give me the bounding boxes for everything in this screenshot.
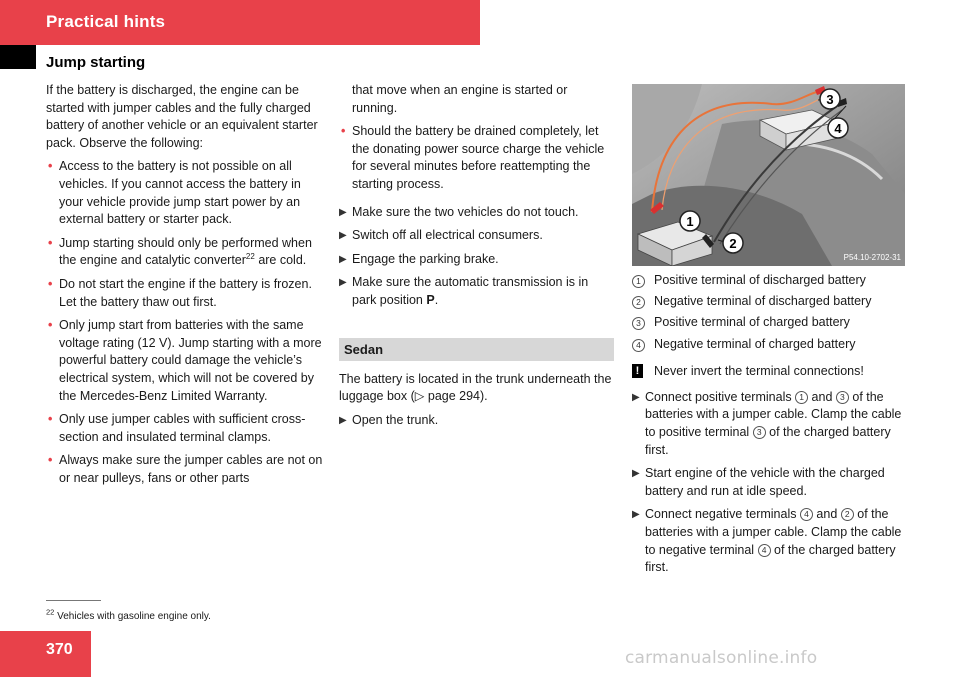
list-item: • Should the battery be drained completely, let the donating power source charge the vehicle for several minutes before reattempting the starting process. (341, 124, 605, 191)
step-arrow-icon: ▶ (339, 230, 347, 242)
bullet-dot-icon: • (48, 412, 53, 427)
instruction-step: ▶ Open the trunk. (339, 412, 614, 430)
callout-number: 2 (632, 296, 645, 309)
callout-number: 3 (632, 317, 645, 330)
legend-item: 1 Positive terminal of discharged battery (632, 272, 908, 290)
sedan-paragraph: The battery is located in the trunk underneath the luggage box (▷ page 294). (339, 371, 612, 404)
instruction-step: ▶ Connect positive terminals 1 and 3 of the batteries with a jumper cable. Clamp the cable to positive terminal 3 of the charged battery first. (632, 389, 902, 457)
legend-item: 3 Positive terminal of charged battery (632, 314, 908, 332)
callout-number: 4 (632, 339, 645, 352)
page-reference-icon[interactable]: ▷ (414, 389, 425, 404)
warning-icon: ! (632, 364, 643, 378)
column-2 (339, 82, 614, 429)
section-title: Jump starting (46, 54, 146, 71)
instruction-step: ▶ Engage the parking brake. (339, 251, 614, 269)
watermark: carmanualsonline.info (625, 648, 818, 668)
legend-item: 4 Negative terminal of charged battery (632, 336, 908, 354)
bullet-dot-icon: • (48, 276, 53, 291)
chapter-title: Practical hints (46, 12, 166, 31)
list-item: • Access to the battery is not possible on all vehicles. If you cannot access the battery in your vehicle provide jump start power by an external battery or starter pack. (48, 159, 301, 227)
instruction-step: ▶ Make sure the automatic transmission is in park position P. (339, 275, 589, 307)
step-arrow-icon: ▶ (632, 391, 640, 403)
footnote-reference[interactable]: 22 (245, 252, 255, 262)
figure-code: P54.10-2702-31 (843, 253, 901, 262)
intro-paragraph: If the battery is discharged, the engine can be started with jumper cables and the fully charged battery of another vehicle or an equivalent starter pack. Observe the following: (46, 83, 318, 150)
instruction-step: ▶ Switch off all electrical consumers. (339, 227, 614, 245)
instruction-step: ▶ Start engine of the vehicle with the charged battery and run at idle speed. (632, 466, 885, 498)
warning-note: ! Never invert the terminal connections! (632, 363, 908, 381)
svg-text:4: 4 (834, 121, 842, 136)
list-item: • Jump starting should only be performed when the engine and catalytic converter$^{22}$ are cold. (48, 235, 312, 268)
callout-3 (820, 89, 840, 109)
svg-text:2: 2 (729, 236, 737, 251)
column-1 (46, 82, 324, 487)
list-item: • Always make sure the jumper cables are not on or near pulleys, fans or other parts (48, 453, 323, 485)
footnote-divider (46, 600, 101, 601)
step-arrow-icon: ▶ (632, 468, 640, 480)
list-item: • Only jump start from batteries with the same voltage rating (12 V). Jump starting with a more powerful battery could damage the vehicle’s electrical system, which will not be covered by the Mercedes-Benz Limited Warranty. (48, 318, 322, 403)
bullet-dot-icon: • (341, 124, 346, 139)
step-arrow-icon: ▶ (339, 253, 347, 265)
list-item: • Only use jumper cables with sufficient cross-section and insulated terminal clamps. (48, 412, 306, 444)
list-item: • Do not start the engine if the battery is frozen. Let the battery thaw out first. (48, 276, 312, 309)
instruction-step: ▶ Connect negative terminals 4 and 2 of the batteries with a jumper cable. Clamp the cable to negative terminal 4 of the charged battery first. (632, 507, 902, 575)
step-arrow-icon: ▶ (339, 414, 347, 426)
bullet-dot-icon: • (48, 453, 53, 468)
page-number: 370 (46, 641, 73, 658)
callout-number: 1 (632, 275, 645, 288)
svg-text:1: 1 (686, 214, 694, 229)
callout-1 (680, 211, 700, 231)
step-arrow-icon: ▶ (632, 509, 640, 521)
footnote: $^{22}$ Vehicles with gasoline engine only. (46, 607, 211, 622)
subsection-heading: Sedan (339, 338, 614, 361)
bullet-dot-icon: • (48, 159, 53, 174)
column-3 (632, 272, 908, 577)
step-arrow-icon: ▶ (339, 206, 347, 218)
section-tab-marker (0, 45, 36, 69)
legend-item: 2 Negative terminal of discharged battery (632, 293, 908, 311)
step-arrow-icon: ▶ (339, 277, 347, 289)
trunk-battery-diagram (632, 84, 905, 266)
svg-text:3: 3 (826, 92, 834, 107)
footnote-number: 22 (46, 607, 55, 617)
instruction-step: ▶ Make sure the two vehicles do not touch. (339, 204, 614, 222)
bullet-dot-icon: • (48, 235, 53, 250)
callout-4 (828, 118, 848, 138)
page-reference-link[interactable]: page 294). (424, 389, 488, 404)
bullet-dot-icon: • (48, 318, 53, 333)
continuation-text: that move when an engine is started or running. (352, 83, 568, 115)
callout-2 (723, 233, 743, 253)
jump-start-illustration (632, 84, 905, 266)
